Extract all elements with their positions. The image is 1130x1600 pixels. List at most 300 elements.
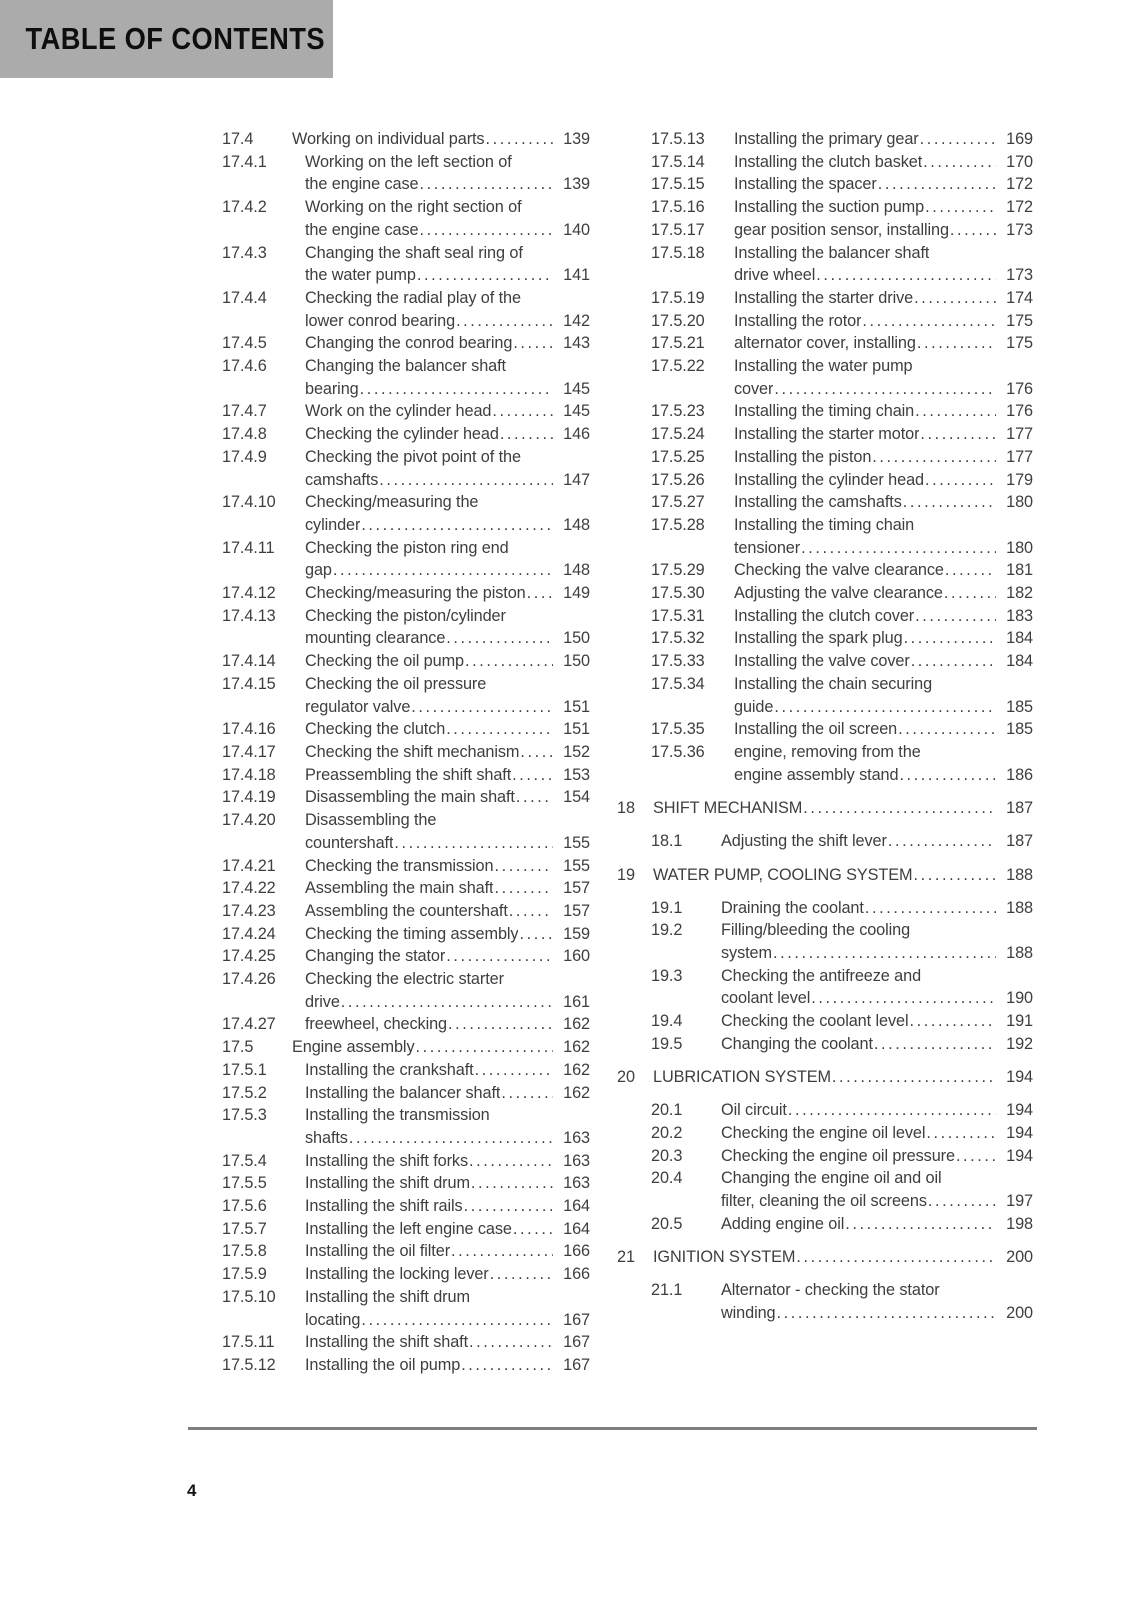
toc-entry-number: 19.1 <box>651 898 683 917</box>
toc-entry-number: 17.4.17 <box>222 742 276 761</box>
toc-entry-title: the engine case <box>305 220 419 239</box>
toc-entry-line <box>222 264 590 287</box>
toc-entry-title: Working on individual parts <box>292 130 485 148</box>
toc-entry-page: 192 <box>1006 1034 1033 1053</box>
toc-entry-title: Installing the chain securing <box>734 674 933 693</box>
toc-entry-title: coolant level <box>721 989 811 1008</box>
toc-entry-title: cylinder <box>305 515 361 534</box>
toc-entry <box>222 900 590 923</box>
toc-entry-line <box>222 1286 590 1309</box>
dot-leader <box>803 797 996 820</box>
toc-entry-page: 145 <box>563 402 590 421</box>
toc-entry-title: Adjusting the valve clearance <box>734 584 943 603</box>
toc-entry-number: 17.4.14 <box>222 652 276 671</box>
toc-entry-page: 200 <box>1006 1248 1033 1267</box>
toc-entry-line <box>617 864 1033 887</box>
toc-entry-line <box>651 830 1033 853</box>
toc-entry-title: Assembling the countershaft <box>305 901 508 920</box>
toc-entry-title: Checking the oil pump <box>305 652 464 671</box>
dot-leader <box>519 923 553 946</box>
toc-entry-page: 153 <box>563 765 590 784</box>
toc-entry-title: Checking the shift mechanism <box>305 742 520 761</box>
toc-entry-page: 167 <box>563 1333 590 1352</box>
toc-entry <box>222 605 590 650</box>
toc-entry <box>222 741 590 764</box>
toc-entry-page: 164 <box>563 1219 590 1238</box>
toc-entry-title: Installing the timing chain <box>734 515 915 534</box>
toc-entry-number: 17.5.5 <box>222 1174 267 1193</box>
toc-entry-title: Installing the shift forks <box>305 1151 469 1170</box>
toc-entry-number: 17.5.30 <box>651 584 705 603</box>
toc-entry-line <box>651 1033 1033 1056</box>
toc-entry-page: 194 <box>1006 1101 1033 1120</box>
toc-entry-page: 176 <box>1006 402 1033 421</box>
toc-entry-line <box>222 1331 590 1354</box>
toc-entry-number: 17.4.12 <box>222 584 276 603</box>
toc-entry-page: 164 <box>563 1197 590 1216</box>
dot-leader <box>446 945 553 968</box>
toc-entry-title: Changing the balancer shaft <box>305 357 506 376</box>
toc-entry-title: Installing the oil screen <box>734 720 898 739</box>
toc-entry-page: 166 <box>563 1242 590 1261</box>
dot-leader <box>915 605 996 628</box>
toc-entry-page: 175 <box>1006 311 1033 330</box>
toc-entry <box>222 287 590 332</box>
toc-entry <box>651 242 1033 287</box>
toc-entry-page: 180 <box>1006 493 1033 512</box>
toc-entry-number: 17.4.27 <box>222 1015 276 1034</box>
toc-entry-line <box>651 446 1033 469</box>
dot-leader <box>928 1190 996 1213</box>
toc-entry-line <box>222 809 590 832</box>
toc-entry <box>651 1122 1033 1145</box>
toc-entry-number: 17.5.31 <box>651 606 705 625</box>
toc-entry <box>222 809 590 854</box>
toc-entry <box>651 151 1033 174</box>
toc-entry-page: 151 <box>563 697 590 716</box>
toc-entry <box>651 673 1033 718</box>
toc-entry-line <box>222 559 590 582</box>
toc-entry-number: 18.1 <box>651 832 683 851</box>
toc-entry-page: 147 <box>563 470 590 489</box>
toc-entry-number: 17.4.1 <box>222 152 267 171</box>
toc-entry-number: 17.5.11 <box>222 1333 275 1352</box>
toc-entry-line <box>222 128 590 151</box>
toc-entry <box>222 1172 590 1195</box>
toc-entry-title: locating <box>305 1310 361 1329</box>
toc-entry-line <box>222 1354 590 1377</box>
dot-leader <box>796 1246 996 1269</box>
toc-entry-title: Assembling the main shaft <box>305 879 494 898</box>
dot-leader <box>471 1172 553 1195</box>
toc-entry-number: 17.4.6 <box>222 357 267 376</box>
toc-entry-line <box>651 310 1033 333</box>
toc-entry-title: mounting clearance <box>305 629 446 648</box>
dot-leader <box>774 696 996 719</box>
toc-entry-page: 142 <box>563 311 590 330</box>
dot-leader <box>361 1309 553 1332</box>
dot-leader <box>872 446 996 469</box>
toc-entry-page: 177 <box>1006 425 1033 444</box>
toc-entry <box>651 1279 1033 1324</box>
toc-entry-line <box>222 242 590 265</box>
toc-entry <box>222 128 590 151</box>
toc-entry <box>222 1263 590 1286</box>
toc-entry-number: 17.5.12 <box>222 1355 276 1374</box>
toc-entry-title: system <box>721 943 772 962</box>
dot-leader <box>485 128 553 151</box>
toc-entry-line <box>222 696 590 719</box>
toc-entry-line <box>222 537 590 560</box>
toc-entry-page: 146 <box>563 425 590 444</box>
dot-leader <box>394 832 553 855</box>
toc-entry-line <box>222 605 590 628</box>
toc-entry-number: 20.4 <box>651 1169 683 1188</box>
toc-entry-page: 179 <box>1006 470 1033 489</box>
toc-entry-number: 17.5.22 <box>651 357 705 376</box>
toc-entry-title: the engine case <box>305 175 419 194</box>
dot-leader <box>899 764 996 787</box>
toc-entry-line <box>222 741 590 764</box>
dot-leader <box>801 537 996 560</box>
dot-leader <box>419 219 553 242</box>
dot-leader <box>903 491 996 514</box>
toc-entry-line <box>222 1036 590 1059</box>
toc-entry-number: 19.3 <box>651 966 683 985</box>
toc-entry-line <box>222 582 590 605</box>
toc-entry-title: Draining the coolant <box>721 898 864 917</box>
toc-entry-line <box>222 469 590 492</box>
toc-entry-title: shafts <box>305 1128 348 1147</box>
toc-entry <box>222 968 590 1013</box>
toc-entry-line <box>617 1066 1033 1089</box>
toc-entry-line <box>222 968 590 991</box>
toc-entry-page: 163 <box>563 1128 590 1147</box>
toc-entry <box>222 151 590 196</box>
toc-entry-page: 167 <box>563 1310 590 1329</box>
toc-entry-page: 194 <box>1006 1068 1033 1087</box>
toc-entry <box>651 469 1033 492</box>
page-title: TABLE OF CONTENTS <box>25 21 325 56</box>
toc-entry-line <box>222 1059 590 1082</box>
toc-entry-line <box>651 1279 1033 1302</box>
toc-entry-number: 17.5.6 <box>222 1197 267 1216</box>
toc-entry <box>651 219 1033 242</box>
toc-entry-page: 190 <box>1006 989 1033 1008</box>
dot-leader <box>516 786 553 809</box>
toc-entry-number: 17.5.32 <box>651 629 705 648</box>
toc-entry-line <box>617 1246 1033 1269</box>
toc-entry-line <box>651 242 1033 265</box>
toc-entry-title: Checking the engine oil level <box>721 1123 926 1142</box>
dot-leader <box>874 1033 996 1056</box>
toc-entry-line <box>651 1010 1033 1033</box>
toc-entry-number: 17.5.3 <box>222 1106 267 1125</box>
dot-leader <box>361 514 553 537</box>
toc-entry-page: 161 <box>563 992 590 1011</box>
toc-entry-title: alternator cover, installing <box>734 334 916 353</box>
dot-leader <box>944 582 996 605</box>
toc-entry-title: Changing the engine oil and oil <box>721 1169 942 1188</box>
toc-entry-line <box>222 287 590 310</box>
toc-entry <box>651 491 1033 514</box>
toc-entry-page: 183 <box>1006 606 1033 625</box>
toc-entry-page: 139 <box>563 175 590 194</box>
toc-entry-line <box>651 650 1033 673</box>
dot-leader <box>956 1145 996 1168</box>
toc-entry <box>651 446 1033 469</box>
toc-entry <box>222 1082 590 1105</box>
toc-entry-number: 17.5.20 <box>651 311 705 330</box>
toc-entry-number: 17.4.11 <box>222 538 275 557</box>
toc-entry-title: gear position sensor, installing <box>734 220 949 239</box>
toc-entry-title: Installing the rotor <box>734 311 862 330</box>
toc-entry-title: Changing the stator <box>305 947 446 966</box>
dot-leader <box>333 559 553 582</box>
toc-entry-page: 172 <box>1006 175 1033 194</box>
toc-entry-title: the water pump <box>305 266 416 285</box>
toc-entry-number: 17.4.18 <box>222 765 276 784</box>
dot-leader <box>492 400 553 423</box>
dot-leader <box>920 128 996 151</box>
toc-entry-page: 145 <box>563 379 590 398</box>
toc-entry-line <box>651 1099 1033 1122</box>
toc-entry <box>617 797 1033 820</box>
toc-entry-line <box>222 514 590 537</box>
dot-leader <box>411 696 553 719</box>
toc-entry <box>222 855 590 878</box>
toc-entry-title: Checking the cylinder head <box>305 425 499 444</box>
toc-entry <box>651 1145 1033 1168</box>
toc-entry-number: 17.4.20 <box>222 811 276 830</box>
toc-entry-number: 20 <box>617 1068 635 1087</box>
toc-entry-page: 187 <box>1006 799 1033 818</box>
dot-leader <box>509 900 553 923</box>
toc-entry-title: freewheel, checking <box>305 1015 448 1034</box>
toc-entry-line <box>651 355 1033 378</box>
dot-leader <box>520 741 553 764</box>
dot-leader <box>774 378 996 401</box>
toc-entry-line <box>651 764 1033 787</box>
toc-entry-page: 180 <box>1006 538 1033 557</box>
toc-entry-line <box>222 1218 590 1241</box>
toc-entry-page: 150 <box>563 652 590 671</box>
dot-leader <box>513 332 553 355</box>
toc-entry-title: Installing the suction pump <box>734 198 925 217</box>
toc-entry-page: 176 <box>1006 379 1033 398</box>
toc-entry-number: 17.4.26 <box>222 970 276 989</box>
toc-entry <box>651 332 1033 355</box>
toc-entry-title: camshafts <box>305 470 379 489</box>
dot-leader <box>512 764 553 787</box>
toc-entry <box>651 1010 1033 1033</box>
toc-entry-number: 17.5.29 <box>651 561 705 580</box>
toc-entry-number: 17.5.36 <box>651 742 705 761</box>
toc-entry-page: 198 <box>1006 1214 1033 1233</box>
toc-entry <box>651 650 1033 673</box>
toc-entry-number: 17.5 <box>222 1038 254 1057</box>
toc-entry-number: 17.4.19 <box>222 788 276 807</box>
toc-entry <box>651 196 1033 219</box>
dot-leader <box>490 1263 553 1286</box>
toc-entry-number: 19.4 <box>651 1012 683 1031</box>
dot-leader <box>448 1013 553 1036</box>
toc-entry-title: Installing the crankshaft <box>305 1060 474 1079</box>
dot-leader <box>349 1127 553 1150</box>
toc-entry-number: 17.5.8 <box>222 1242 267 1261</box>
toc-entry-page: 149 <box>563 584 590 603</box>
dot-leader <box>446 718 553 741</box>
toc-entry-line <box>651 469 1033 492</box>
toc-entry-page: 188 <box>1006 943 1033 962</box>
toc-entry <box>651 559 1033 582</box>
toc-entry-number: 20.5 <box>651 1214 683 1233</box>
toc-entry-line <box>651 987 1033 1010</box>
toc-entry-line <box>222 446 590 469</box>
toc-entry-page: 157 <box>563 879 590 898</box>
toc-entry-line <box>222 991 590 1014</box>
toc-entry-page: 188 <box>1006 865 1033 884</box>
toc-entry <box>651 128 1033 151</box>
toc-entry-page: 167 <box>563 1355 590 1374</box>
toc-entry-line <box>222 332 590 355</box>
toc-entry-page: 150 <box>563 629 590 648</box>
toc-entry <box>222 718 590 741</box>
toc-entry <box>222 423 590 446</box>
toc-entry-line <box>651 196 1033 219</box>
dot-leader <box>777 1302 996 1325</box>
toc-entry <box>222 786 590 809</box>
toc-entry-page: 157 <box>563 901 590 920</box>
dot-leader <box>469 1150 553 1173</box>
toc-entry-line <box>651 718 1033 741</box>
toc-entry-line <box>222 1127 590 1150</box>
toc-entry <box>651 310 1033 333</box>
toc-entry-line <box>651 627 1033 650</box>
toc-entry-title: Checking the oil pressure <box>305 674 487 693</box>
toc-entry-line <box>222 945 590 968</box>
toc-entry-line <box>222 1195 590 1218</box>
toc-entry-title: WATER PUMP, COOLING SYSTEM <box>653 865 913 884</box>
toc-entry-page: 162 <box>563 1015 590 1034</box>
toc-entry <box>222 1240 590 1263</box>
dot-leader <box>915 400 996 423</box>
toc-entry-title: Filling/bleeding the cooling <box>721 921 911 940</box>
toc-entry-number: 17.4.24 <box>222 924 276 943</box>
toc-entry <box>222 1059 590 1082</box>
toc-entry-title: Installing the shift drum <box>305 1174 470 1193</box>
toc-entry-line <box>222 1263 590 1286</box>
toc-entry-line <box>651 605 1033 628</box>
toc-entry-line <box>222 627 590 650</box>
toc-entry <box>651 400 1033 423</box>
toc-entry-page: 162 <box>563 1038 590 1057</box>
dot-leader <box>925 469 996 492</box>
dot-leader <box>911 650 996 673</box>
toc-entry-number: 17.4.9 <box>222 447 267 466</box>
toc-entry-title: Engine assembly <box>292 1038 415 1057</box>
dot-leader <box>341 991 553 1014</box>
dot-leader <box>917 332 996 355</box>
toc-entry-page: 166 <box>563 1265 590 1284</box>
toc-entry-title: Preassembling the shift shaft <box>305 765 512 784</box>
toc-entry-title: Oil circuit <box>721 1101 787 1120</box>
toc-entry-number: 17.4.22 <box>222 879 276 898</box>
toc-entry-title: guide <box>734 697 774 716</box>
toc-entry-number: 17.5.17 <box>651 220 705 239</box>
toc-entry-line <box>651 491 1033 514</box>
toc-entry-page: 173 <box>1006 220 1033 239</box>
toc-entry-title: Installing the timing chain <box>734 402 915 421</box>
toc-entry-number: 17.5.10 <box>222 1287 276 1306</box>
toc-entry <box>651 830 1033 853</box>
toc-entry-title: Installing the balancer shaft <box>305 1083 501 1102</box>
toc-entry-page: 173 <box>1006 266 1033 285</box>
toc-entry-page: 182 <box>1006 584 1033 603</box>
toc-entry-title: regulator valve <box>305 697 411 716</box>
toc-entry-number: 17.4.3 <box>222 243 267 262</box>
toc-entry-line <box>222 355 590 378</box>
toc-entry-number: 17.5.33 <box>651 652 705 671</box>
dot-leader <box>862 310 996 333</box>
dot-leader <box>898 718 996 741</box>
toc-entry <box>651 1033 1033 1056</box>
dot-leader <box>913 864 996 887</box>
toc-entry <box>651 741 1033 786</box>
toc-entry-line <box>222 196 590 219</box>
toc-entry-number: 21 <box>617 1248 635 1267</box>
toc-entry-title: Installing the locking lever <box>305 1265 489 1284</box>
toc-entry-page: 185 <box>1006 720 1033 739</box>
toc-entry-title: Checking/measuring the piston <box>305 584 526 603</box>
toc-entry-page: 181 <box>1006 561 1033 580</box>
toc-entry-title: Installing the transmission <box>305 1106 490 1125</box>
dot-leader <box>923 151 996 174</box>
toc-entry-page: 169 <box>1006 130 1033 148</box>
toc-entry-title: Installing the clutch cover <box>734 606 915 625</box>
toc-entry-title: Work on the cylinder head <box>305 402 492 421</box>
toc-entry-title: Checking the piston ring end <box>305 538 509 557</box>
toc-entry-line <box>222 718 590 741</box>
toc-entry-line <box>222 1082 590 1105</box>
toc-entry-line <box>651 378 1033 401</box>
toc-entry <box>222 1195 590 1218</box>
toc-entry <box>222 196 590 241</box>
dot-leader <box>494 877 553 900</box>
toc-entry-page: 188 <box>1006 898 1033 917</box>
toc-entry-title: Disassembling the <box>305 811 437 830</box>
dot-leader <box>909 1010 996 1033</box>
toc-entry-page: 151 <box>563 720 590 739</box>
toc-entry-title: Checking the piston/cylinder <box>305 606 506 625</box>
toc-entry-number: 19.2 <box>651 921 683 940</box>
dot-leader <box>920 423 996 446</box>
toc-entry-page: 187 <box>1006 832 1033 851</box>
toc-entry <box>222 1354 590 1377</box>
toc-entry-number: 17.5.1 <box>222 1060 267 1079</box>
toc-entry <box>651 718 1033 741</box>
toc-entry-title: Checking the antifreeze and <box>721 966 922 985</box>
toc-entry-line <box>651 264 1033 287</box>
dot-leader <box>904 627 996 650</box>
toc-entry-title: Checking the pivot point of the <box>305 447 521 466</box>
toc-entry-number: 21.1 <box>651 1281 683 1300</box>
toc-column-left <box>188 128 590 1377</box>
toc-entry-line <box>651 537 1033 560</box>
toc-entry-title: Adding engine oil <box>721 1214 845 1233</box>
dot-leader <box>464 1195 553 1218</box>
toc-entry-title: IGNITION SYSTEM <box>653 1248 796 1267</box>
